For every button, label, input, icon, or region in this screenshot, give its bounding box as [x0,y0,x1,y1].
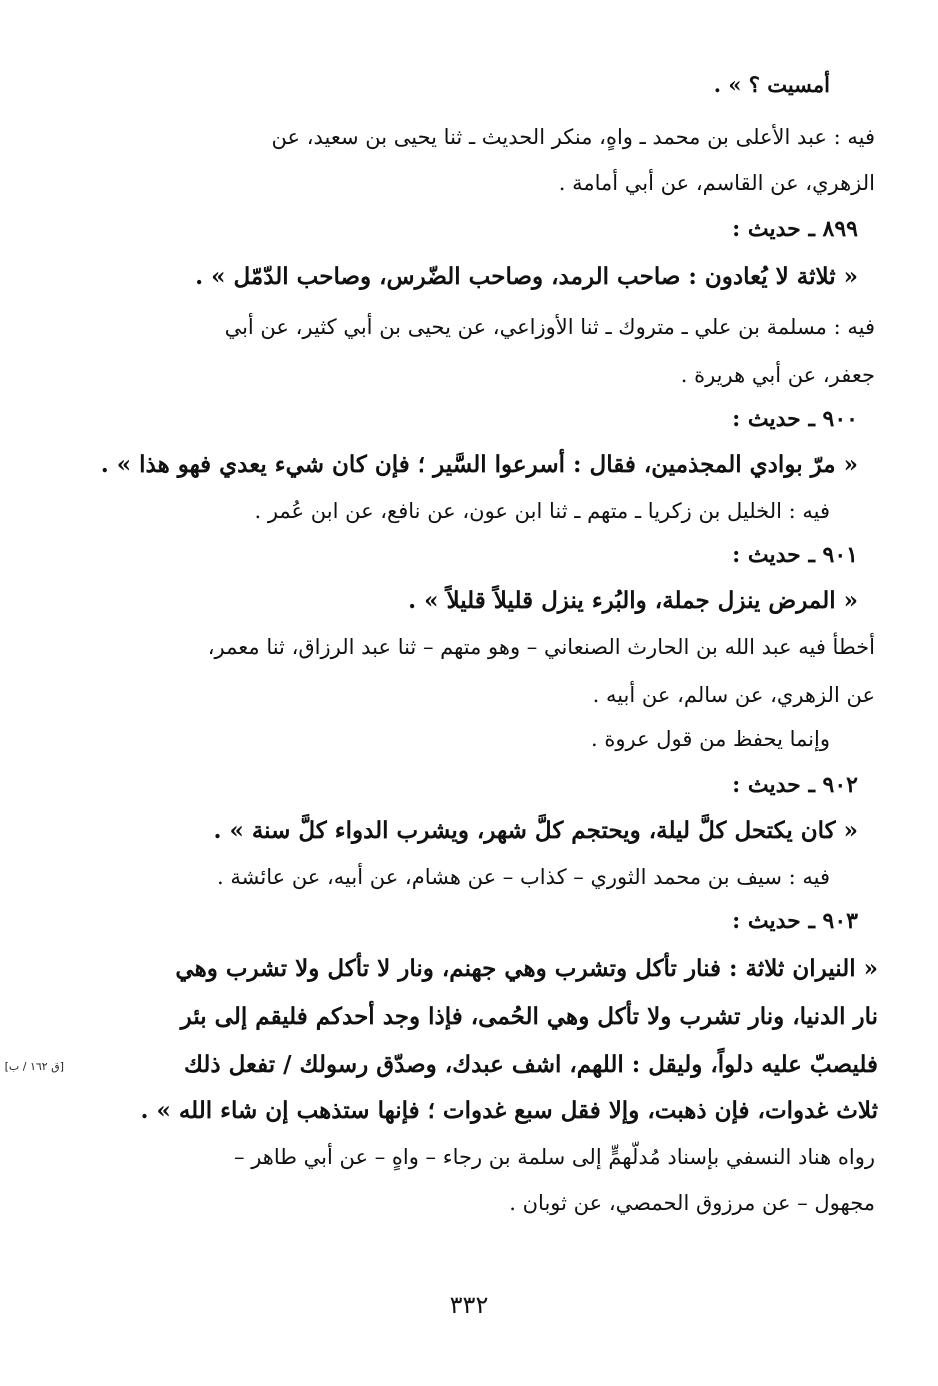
hadith-text-903-line-3: فليصبّ عليه دلواً، وليقل : اللهم، اشف عبدك، وصدّق رسولك / تفعل ذلك [183,1051,878,1078]
text-line-7: جعفر، عن أبي هريرة . [680,363,875,387]
hadith-heading-901: ٩٠١ ـ حديث : [732,542,858,568]
text-line-14: عن الزهري، عن سالم، عن أبيه . [592,683,875,707]
text-line-15: وإنما يحفظ من قول عروة . [590,727,830,751]
text-line-1: أمسيت ؟ » . [713,72,830,97]
hadith-heading-900: ٩٠٠ ـ حديث : [732,406,858,432]
hadith-text-902: « كان يكتحل كلَّ ليلة، ويحتجم كلَّ شهر، ويشرب الدواء كلَّ سنة » . [213,817,858,844]
text-line-6: فيه : مسلمة بن علي ـ متروك ـ ثنا الأوزاعي، عن يحيى بن أبي كثير، عن أبي [224,315,875,339]
text-line-18: فيه : سيف بن محمد الثوري – كذاب – عن هشام، عن أبيه، عن عائشة . [217,865,830,889]
hadith-text-900: « مرّ بوادي المجذمين، فقال : أسرعوا السَّير ؛ فإن كان شيء يعدي فهو هذا » . [100,451,858,478]
text-line-13: أخطأ فيه عبد الله بن الحارث الصنعاني – وهو متهم – ثنا عبد الرزاق، ثنا معمر، [207,635,875,659]
hadith-text-903-line-4: ثلاث غدوات، فإن ذهبت، وإلا فقل سبع غدوات ؛ فإنها ستذهب إن شاء الله » . [140,1097,878,1124]
text-line-25: مجهول – عن مرزوق الحمصي، عن ثوبان . [509,1191,875,1215]
hadith-text-901: « المرض ينزل جملة، والبُرء ينزل قليلاً قليلاً » . [408,587,858,614]
hadith-heading-902: ٩٠٢ ـ حديث : [732,772,858,798]
text-line-10: فيه : الخليل بن زكريا ـ متهم ـ ثنا ابن عون، عن نافع، عن ابن عُمر . [254,499,830,523]
text-line-24: رواه هناد النسفي بإسناد مُدلّهمٍّ إلى سلمة بن رجاء – واهٍ – عن أبي طاهر – [234,1145,875,1169]
manuscript-folio-note: [ق ١٦٢ / ب] [4,1060,64,1073]
text-line-2: فيه : عبد الأعلى بن محمد ـ واهٍ، منكر الحديث ـ ثنا يحيى بن سعيد، عن [271,125,875,149]
hadith-text-903-line-2: نار الدنيا، ونار تشرب ولا تأكل وهي الحُمى، فإذا وجد أحدكم فليقم إلى بئر [180,1003,878,1030]
page-number: ٣٣٢ [449,1291,489,1319]
hadith-heading-899: ٨٩٩ ـ حديث : [732,216,858,242]
text-line-3: الزهري، عن القاسم، عن أبي أمامة . [558,171,875,195]
hadith-text-899: « ثلاثة لا يُعادون : صاحب الرمد، وصاحب الضّرس، وصاحب الدّمّل » . [195,263,858,290]
hadith-heading-903: ٩٠٣ ـ حديث : [732,908,858,934]
hadith-text-903-line-1: « النيران ثلاثة : فنار تأكل وتشرب وهي جهنم، ونار لا تأكل ولا تشرب وهي [175,955,878,982]
